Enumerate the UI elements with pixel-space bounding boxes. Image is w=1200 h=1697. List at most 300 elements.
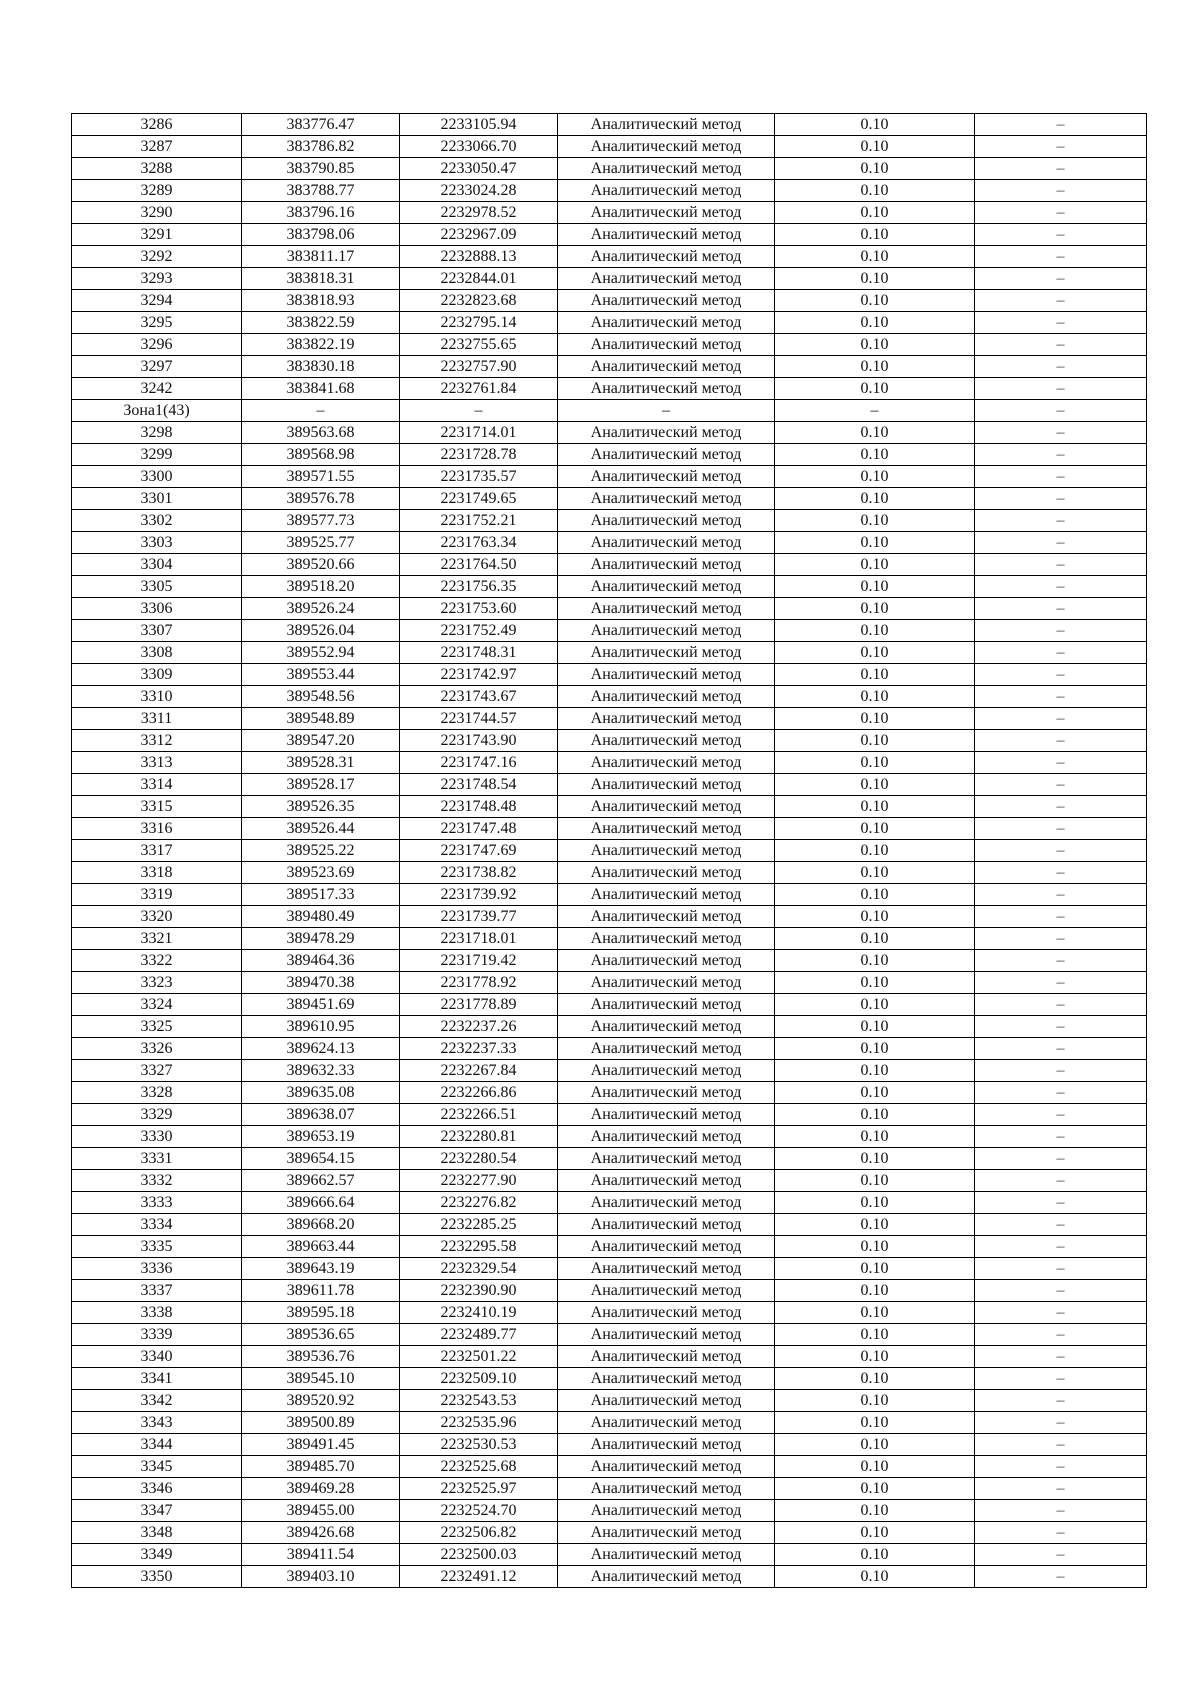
method-cell: Аналитический метод [558,994,775,1016]
y-coordinate-cell: 2231748.48 [400,796,558,818]
point-number-cell: 3327 [72,1060,242,1082]
point-number-cell: 3286 [72,114,242,136]
point-number-cell: 3341 [72,1368,242,1390]
y-coordinate-cell: 2231743.90 [400,730,558,752]
method-cell: Аналитический метод [558,1016,775,1038]
note-cell: – [975,796,1147,818]
method-cell: Аналитический метод [558,1038,775,1060]
y-coordinate-cell: – [400,400,558,422]
y-coordinate-cell: 2232761.84 [400,378,558,400]
point-number-cell: 3299 [72,444,242,466]
note-cell: – [975,1192,1147,1214]
method-cell: Аналитический метод [558,598,775,620]
method-cell: Аналитический метод [558,510,775,532]
method-cell: Аналитический метод [558,1214,775,1236]
note-cell: – [975,774,1147,796]
note-cell: – [975,1082,1147,1104]
note-cell: – [975,862,1147,884]
y-coordinate-cell: 2232491.12 [400,1566,558,1588]
accuracy-cell: 0.10 [775,290,975,312]
note-cell: – [975,1412,1147,1434]
table-row [72,1258,1147,1280]
y-coordinate-cell: 2231735.57 [400,466,558,488]
x-coordinate-cell: 389638.07 [242,1104,400,1126]
y-coordinate-cell: 2231748.54 [400,774,558,796]
point-number-cell: 3291 [72,224,242,246]
note-cell: – [975,356,1147,378]
y-coordinate-cell: 2232757.90 [400,356,558,378]
y-coordinate-cell: 2232266.86 [400,1082,558,1104]
x-coordinate-cell: 389663.44 [242,1236,400,1258]
note-cell: – [975,840,1147,862]
note-cell: – [975,224,1147,246]
note-cell: – [975,1258,1147,1280]
method-cell: Аналитический метод [558,642,775,664]
y-coordinate-cell: 2232844.01 [400,268,558,290]
x-coordinate-cell: 389547.20 [242,730,400,752]
table-row [72,444,1147,466]
table-row [72,1456,1147,1478]
table-row [72,488,1147,510]
method-cell: Аналитический метод [558,180,775,202]
note-cell: – [975,312,1147,334]
y-coordinate-cell: 2232295.58 [400,1236,558,1258]
method-cell: Аналитический метод [558,1412,775,1434]
x-coordinate-cell: 389576.78 [242,488,400,510]
accuracy-cell: 0.10 [775,840,975,862]
method-cell: Аналитический метод [558,664,775,686]
accuracy-cell: 0.10 [775,1258,975,1280]
y-coordinate-cell: 2232755.65 [400,334,558,356]
table-row [72,1390,1147,1412]
method-cell: Аналитический метод [558,1082,775,1104]
note-cell: – [975,378,1147,400]
accuracy-cell: 0.10 [775,862,975,884]
accuracy-cell: 0.10 [775,246,975,268]
y-coordinate-cell: 2232967.09 [400,224,558,246]
note-cell: – [975,466,1147,488]
x-coordinate-cell: 389469.28 [242,1478,400,1500]
x-coordinate-cell: 389526.04 [242,620,400,642]
accuracy-cell: 0.10 [775,1148,975,1170]
point-number-cell: 3321 [72,928,242,950]
note-cell: – [975,202,1147,224]
y-coordinate-cell: 2231742.97 [400,664,558,686]
table-row [72,114,1147,136]
note-cell: – [975,1368,1147,1390]
point-number-cell: 3335 [72,1236,242,1258]
y-coordinate-cell: 2231747.69 [400,840,558,862]
note-cell: – [975,950,1147,972]
table-row [72,202,1147,224]
y-coordinate-cell: 2231714.01 [400,422,558,444]
note-cell: – [975,510,1147,532]
method-cell: Аналитический метод [558,1280,775,1302]
table-row [72,180,1147,202]
method-cell: Аналитический метод [558,950,775,972]
accuracy-cell: 0.10 [775,642,975,664]
accuracy-cell: 0.10 [775,1522,975,1544]
method-cell: Аналитический метод [558,554,775,576]
x-coordinate-cell: 389668.20 [242,1214,400,1236]
table-row [72,862,1147,884]
y-coordinate-cell: 2232543.53 [400,1390,558,1412]
accuracy-cell: 0.10 [775,796,975,818]
accuracy-cell: 0.10 [775,356,975,378]
accuracy-cell: 0.10 [775,1456,975,1478]
x-coordinate-cell: 389635.08 [242,1082,400,1104]
table-row [72,1346,1147,1368]
accuracy-cell: 0.10 [775,1280,975,1302]
x-coordinate-cell: 389610.95 [242,1016,400,1038]
x-coordinate-cell: 383818.93 [242,290,400,312]
point-number-cell: Зона1(43) [72,400,242,422]
accuracy-cell: 0.10 [775,334,975,356]
table-row [72,994,1147,1016]
note-cell: – [975,1324,1147,1346]
y-coordinate-cell: 2232524.70 [400,1500,558,1522]
y-coordinate-cell: 2231753.60 [400,598,558,620]
table-row [72,334,1147,356]
accuracy-cell: 0.10 [775,488,975,510]
table-row [72,972,1147,994]
note-cell: – [975,576,1147,598]
table-row [72,1280,1147,1302]
point-number-cell: 3343 [72,1412,242,1434]
point-number-cell: 3334 [72,1214,242,1236]
table-row [72,510,1147,532]
note-cell: – [975,598,1147,620]
table-row [72,1170,1147,1192]
x-coordinate-cell: 389552.94 [242,642,400,664]
table-row [72,708,1147,730]
method-cell: Аналитический метод [558,312,775,334]
method-cell: Аналитический метод [558,818,775,840]
method-cell: Аналитический метод [558,620,775,642]
accuracy-cell: – [775,400,975,422]
method-cell: Аналитический метод [558,1566,775,1588]
x-coordinate-cell: 389517.33 [242,884,400,906]
table-row [72,1016,1147,1038]
accuracy-cell: 0.10 [775,312,975,334]
accuracy-cell: 0.10 [775,202,975,224]
y-coordinate-cell: 2231749.65 [400,488,558,510]
y-coordinate-cell: 2232795.14 [400,312,558,334]
point-number-cell: 3308 [72,642,242,664]
y-coordinate-cell: 2232266.51 [400,1104,558,1126]
accuracy-cell: 0.10 [775,1544,975,1566]
x-coordinate-cell: 383790.85 [242,158,400,180]
table-row [72,1368,1147,1390]
y-coordinate-cell: 2232501.22 [400,1346,558,1368]
point-number-cell: 3317 [72,840,242,862]
note-cell: – [975,972,1147,994]
accuracy-cell: 0.10 [775,510,975,532]
x-coordinate-cell: 389526.35 [242,796,400,818]
accuracy-cell: 0.10 [775,1192,975,1214]
x-coordinate-cell: 389485.70 [242,1456,400,1478]
point-number-cell: 3344 [72,1434,242,1456]
coordinates-table [71,113,1147,1588]
method-cell: Аналитический метод [558,708,775,730]
point-number-cell: 3340 [72,1346,242,1368]
note-cell: – [975,422,1147,444]
y-coordinate-cell: 2232267.84 [400,1060,558,1082]
method-cell: Аналитический метод [558,444,775,466]
accuracy-cell: 0.10 [775,1412,975,1434]
x-coordinate-cell: 389491.45 [242,1434,400,1456]
accuracy-cell: 0.10 [775,268,975,290]
point-number-cell: 3288 [72,158,242,180]
method-cell: Аналитический метод [558,224,775,246]
table-row [72,1478,1147,1500]
note-cell: – [975,884,1147,906]
table-row [72,796,1147,818]
point-number-cell: 3337 [72,1280,242,1302]
note-cell: – [975,1566,1147,1588]
y-coordinate-cell: 2232978.52 [400,202,558,224]
y-coordinate-cell: 2231744.57 [400,708,558,730]
accuracy-cell: 0.10 [775,620,975,642]
point-number-cell: 3304 [72,554,242,576]
method-cell: Аналитический метод [558,796,775,818]
note-cell: – [975,268,1147,290]
table-row [72,840,1147,862]
method-cell: Аналитический метод [558,1170,775,1192]
table-row [72,774,1147,796]
y-coordinate-cell: 2232509.10 [400,1368,558,1390]
y-coordinate-cell: 2231728.78 [400,444,558,466]
x-coordinate-cell: 383830.18 [242,356,400,378]
accuracy-cell: 0.10 [775,1478,975,1500]
y-coordinate-cell: 2233024.28 [400,180,558,202]
method-cell: Аналитический метод [558,1302,775,1324]
note-cell: – [975,620,1147,642]
point-number-cell: 3347 [72,1500,242,1522]
method-cell: Аналитический метод [558,686,775,708]
x-coordinate-cell: 389577.73 [242,510,400,532]
coordinates-table-body [72,114,1147,1588]
table-row [72,246,1147,268]
method-cell: Аналитический метод [558,774,775,796]
point-number-cell: 3298 [72,422,242,444]
method-cell: Аналитический метод [558,1478,775,1500]
method-cell: Аналитический метод [558,488,775,510]
point-number-cell: 3336 [72,1258,242,1280]
x-coordinate-cell: 389520.66 [242,554,400,576]
method-cell: Аналитический метод [558,158,775,180]
accuracy-cell: 0.10 [775,422,975,444]
point-number-cell: 3316 [72,818,242,840]
accuracy-cell: 0.10 [775,378,975,400]
y-coordinate-cell: 2232888.13 [400,246,558,268]
table-row [72,1434,1147,1456]
y-coordinate-cell: 2232525.68 [400,1456,558,1478]
method-cell: Аналитический метод [558,268,775,290]
table-row [72,598,1147,620]
point-number-cell: 3301 [72,488,242,510]
method-cell: Аналитический метод [558,356,775,378]
note-cell: – [975,334,1147,356]
accuracy-cell: 0.10 [775,818,975,840]
accuracy-cell: 0.10 [775,1500,975,1522]
note-cell: – [975,1126,1147,1148]
note-cell: – [975,1478,1147,1500]
method-cell: Аналитический метод [558,928,775,950]
x-coordinate-cell: 389526.24 [242,598,400,620]
x-coordinate-cell: 389611.78 [242,1280,400,1302]
accuracy-cell: 0.10 [775,1324,975,1346]
point-number-cell: 3310 [72,686,242,708]
table-row [72,1544,1147,1566]
point-number-cell: 3348 [72,1522,242,1544]
y-coordinate-cell: 2232525.97 [400,1478,558,1500]
note-cell: – [975,1434,1147,1456]
accuracy-cell: 0.10 [775,1170,975,1192]
point-number-cell: 3333 [72,1192,242,1214]
method-cell: Аналитический метод [558,532,775,554]
y-coordinate-cell: 2232823.68 [400,290,558,312]
table-row [72,818,1147,840]
note-cell: – [975,1500,1147,1522]
accuracy-cell: 0.10 [775,752,975,774]
note-cell: – [975,1148,1147,1170]
x-coordinate-cell: 389536.76 [242,1346,400,1368]
x-coordinate-cell: 383818.31 [242,268,400,290]
x-coordinate-cell: 389523.69 [242,862,400,884]
table-row [72,136,1147,158]
accuracy-cell: 0.10 [775,136,975,158]
point-number-cell: 3293 [72,268,242,290]
accuracy-cell: 0.10 [775,1060,975,1082]
point-number-cell: 3242 [72,378,242,400]
table-row [72,466,1147,488]
x-coordinate-cell: 389464.36 [242,950,400,972]
x-coordinate-cell: 389526.44 [242,818,400,840]
accuracy-cell: 0.10 [775,1434,975,1456]
x-coordinate-cell: 389525.77 [242,532,400,554]
note-cell: – [975,246,1147,268]
method-cell: Аналитический метод [558,730,775,752]
y-coordinate-cell: 2231718.01 [400,928,558,950]
table-row [72,224,1147,246]
accuracy-cell: 0.10 [775,730,975,752]
x-coordinate-cell: – [242,400,400,422]
y-coordinate-cell: 2231752.21 [400,510,558,532]
method-cell: Аналитический метод [558,114,775,136]
point-number-cell: 3349 [72,1544,242,1566]
table-row [72,356,1147,378]
table-row [72,1082,1147,1104]
x-coordinate-cell: 389568.98 [242,444,400,466]
method-cell: Аналитический метод [558,862,775,884]
y-coordinate-cell: 2231743.67 [400,686,558,708]
y-coordinate-cell: 2232390.90 [400,1280,558,1302]
point-number-cell: 3322 [72,950,242,972]
point-number-cell: 3329 [72,1104,242,1126]
method-cell: Аналитический метод [558,1148,775,1170]
accuracy-cell: 0.10 [775,1214,975,1236]
y-coordinate-cell: 2231739.92 [400,884,558,906]
x-coordinate-cell: 389624.13 [242,1038,400,1060]
note-cell: – [975,708,1147,730]
point-number-cell: 3318 [72,862,242,884]
table-row [72,1302,1147,1324]
x-coordinate-cell: 389403.10 [242,1566,400,1588]
table-row [72,906,1147,928]
table-row [72,1192,1147,1214]
note-cell: – [975,180,1147,202]
point-number-cell: 3311 [72,708,242,730]
point-number-cell: 3326 [72,1038,242,1060]
accuracy-cell: 0.10 [775,1302,975,1324]
table-row [72,312,1147,334]
y-coordinate-cell: 2232410.19 [400,1302,558,1324]
note-cell: – [975,1236,1147,1258]
accuracy-cell: 0.10 [775,928,975,950]
y-coordinate-cell: 2232276.82 [400,1192,558,1214]
method-cell: Аналитический метод [558,1390,775,1412]
table-row [72,422,1147,444]
x-coordinate-cell: 389500.89 [242,1412,400,1434]
note-cell: – [975,818,1147,840]
accuracy-cell: 0.10 [775,444,975,466]
note-cell: – [975,1544,1147,1566]
table-row [72,730,1147,752]
note-cell: – [975,642,1147,664]
x-coordinate-cell: 389643.19 [242,1258,400,1280]
x-coordinate-cell: 389451.69 [242,994,400,1016]
accuracy-cell: 0.10 [775,708,975,730]
method-cell: Аналитический метод [558,884,775,906]
method-cell: Аналитический метод [558,576,775,598]
accuracy-cell: 0.10 [775,532,975,554]
point-number-cell: 3313 [72,752,242,774]
table-row [72,664,1147,686]
accuracy-cell: 0.10 [775,224,975,246]
note-cell: – [975,664,1147,686]
table-row [72,1060,1147,1082]
y-coordinate-cell: 2232500.03 [400,1544,558,1566]
note-cell: – [975,554,1147,576]
accuracy-cell: 0.10 [775,1082,975,1104]
point-number-cell: 3287 [72,136,242,158]
y-coordinate-cell: 2231747.16 [400,752,558,774]
y-coordinate-cell: 2231719.42 [400,950,558,972]
x-coordinate-cell: 389653.19 [242,1126,400,1148]
method-cell: Аналитический метод [558,1456,775,1478]
note-cell: – [975,1016,1147,1038]
x-coordinate-cell: 383788.77 [242,180,400,202]
table-row [72,532,1147,554]
accuracy-cell: 0.10 [775,158,975,180]
note-cell: – [975,1214,1147,1236]
table-row [72,1566,1147,1588]
x-coordinate-cell: 389595.18 [242,1302,400,1324]
x-coordinate-cell: 389548.56 [242,686,400,708]
point-number-cell: 3350 [72,1566,242,1588]
y-coordinate-cell: 2232280.54 [400,1148,558,1170]
note-cell: – [975,1302,1147,1324]
method-cell: Аналитический метод [558,378,775,400]
x-coordinate-cell: 389520.92 [242,1390,400,1412]
accuracy-cell: 0.10 [775,950,975,972]
y-coordinate-cell: 2232285.25 [400,1214,558,1236]
note-cell: – [975,158,1147,180]
method-cell: Аналитический метод [558,246,775,268]
x-coordinate-cell: 389478.29 [242,928,400,950]
table-row [72,1148,1147,1170]
